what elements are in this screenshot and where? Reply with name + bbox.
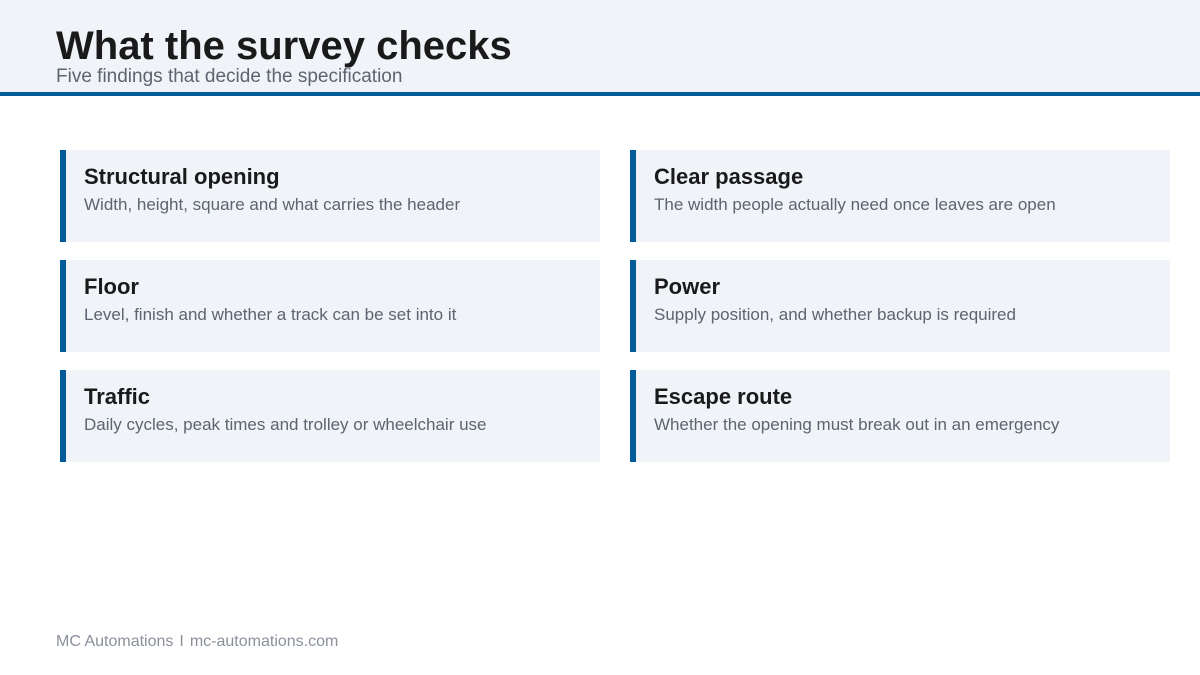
card-description: Daily cycles, peak times and trolley or wheelchair use [84, 415, 487, 434]
footer-company: MC Automations [56, 633, 174, 650]
card-title: Floor [84, 274, 139, 299]
card-clear-passage [630, 150, 1170, 242]
card-structural-opening [60, 150, 600, 242]
footer-website: mc-automations.com [189, 633, 339, 650]
footer [56, 632, 338, 652]
card-title: Traffic [84, 384, 151, 409]
footer-separator: I [179, 633, 184, 650]
card-description: Whether the opening must break out in an emergency [654, 415, 1060, 434]
card-description: The width people actually need once leaves are open [654, 195, 1056, 214]
card-title: Escape route [654, 384, 793, 409]
card-description: Supply position, and whether backup is required [654, 305, 1016, 324]
card-escape-route [630, 370, 1170, 462]
header-band [0, 0, 1200, 96]
card-traffic [60, 370, 600, 462]
card-title: Power [654, 274, 721, 299]
card-floor [60, 260, 600, 352]
card-power [630, 260, 1170, 352]
page-title: What the survey checks [56, 24, 512, 68]
card-title: Clear passage [654, 164, 804, 189]
card-title: Structural opening [84, 164, 280, 189]
page-subtitle: Five findings that decide the specification [56, 66, 403, 87]
card-description: Width, height, square and what carries the header [84, 195, 461, 214]
card-description: Level, finish and whether a track can be set into it [84, 305, 457, 324]
